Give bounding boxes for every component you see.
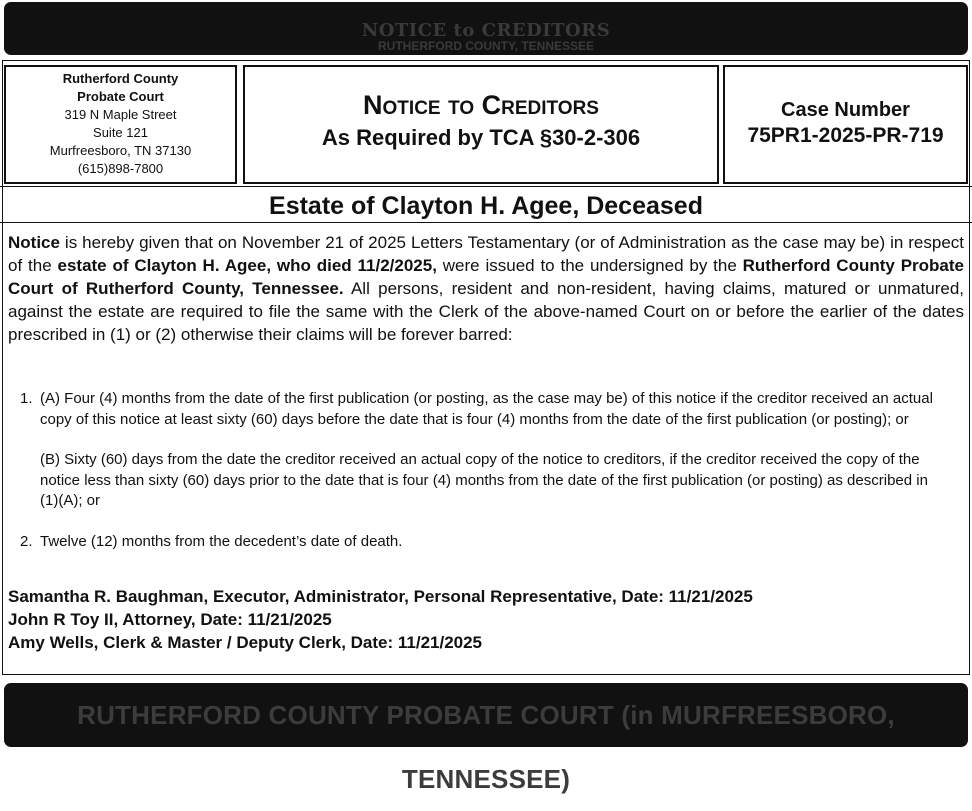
signature-attorney: John R Toy II, Attorney, Date: 11/21/2025: [8, 610, 332, 629]
divider-estate: [0, 222, 972, 223]
banner-title: NOTICE to CREDITORS: [361, 20, 611, 41]
court-street: 319 N Maple Street: [64, 107, 177, 122]
court-address-box: [4, 65, 237, 184]
notice-title: Notice to Creditors: [363, 90, 599, 120]
notice-subtitle: As Required by TCA §30-2-306: [321, 125, 641, 150]
item-1a-text: (A) Four (4) months from the date of the first publication (or posting, as the case may be) of this notice if the creditor received an actual copy of this notice at least sixty (60) days before the date that is four (4) months from the date of the first publication (or posting); or: [40, 390, 933, 428]
notice-text-3: All persons, resident and non-resident, having claims, matured or unmatured, against the estate are required to file the same with the Clerk of the above-named Court on or before the earlier of the dates prescribed in (1) or (2) otherwise their claims will be forever barred:: [8, 279, 964, 344]
list-item-number: 2.: [20, 532, 33, 550]
banner-subtitle: RUTHERFORD COUNTY, TENNESSEE: [377, 39, 595, 53]
signatures: [8, 585, 753, 654]
notice-title-box: [243, 65, 719, 184]
signature-clerk: Amy Wells, Clerk & Master / Deputy Clerk, Date: 11/21/2025: [8, 633, 483, 652]
footer-text: RUTHERFORD COUNTY PROBATE COURT (in MURFREESBORO, TENNESSEE): [77, 700, 895, 794]
court-name-line2: Probate Court: [77, 89, 164, 104]
notice-court: Rutherford County Probate Court of Rutherford County, Tennessee.: [8, 256, 964, 298]
court-suite: Suite 121: [93, 125, 148, 140]
notice-lead: Notice: [8, 233, 60, 252]
list-item: [20, 532, 942, 553]
claims-list: [20, 389, 942, 552]
list-item-number: 1.: [20, 390, 33, 407]
court-phone: (615)898-7800: [77, 161, 164, 176]
case-number-value: 75PR1-2025-PR-719: [747, 124, 944, 147]
signature-executor: Samantha R. Baughman, Executor, Administrator, Personal Representative, Date: 11/21/2025: [8, 587, 753, 606]
footer-banner: [4, 683, 968, 794]
item-2-text: Twelve (12) months from the decedent’s date of death.: [40, 532, 403, 550]
court-name-line1: Rutherford County: [62, 71, 179, 86]
top-banner: [4, 2, 968, 55]
court-city: Murfreesboro, TN 37130: [49, 143, 192, 158]
notice-text-1: is hereby given that on November 21 of 2025 Letters Testamentary (or of Administration as the case may be) in respect of the: [8, 233, 964, 275]
notice-text-2: were issued to the undersigned by the: [436, 256, 743, 275]
item-1b-text: (B) Sixty (60) days from the date the creditor received an actual copy of the notice to creditors, if the creditor received the copy of the notice less than sixty (60) days prior to the date that is four (4) months from the date of the first publication (or posting) as described in (1)(A); or: [40, 451, 928, 509]
notice-estate: estate of Clayton H. Agee, who died 11/2/2025,: [57, 256, 437, 275]
notice-paragraph: [8, 231, 964, 346]
case-number-label: Case Number: [781, 99, 910, 121]
divider-top: [0, 186, 972, 187]
estate-title: Estate of Clayton H. Agee, Deceased: [269, 192, 703, 220]
case-number-box: [723, 65, 968, 184]
list-item: [20, 389, 942, 512]
